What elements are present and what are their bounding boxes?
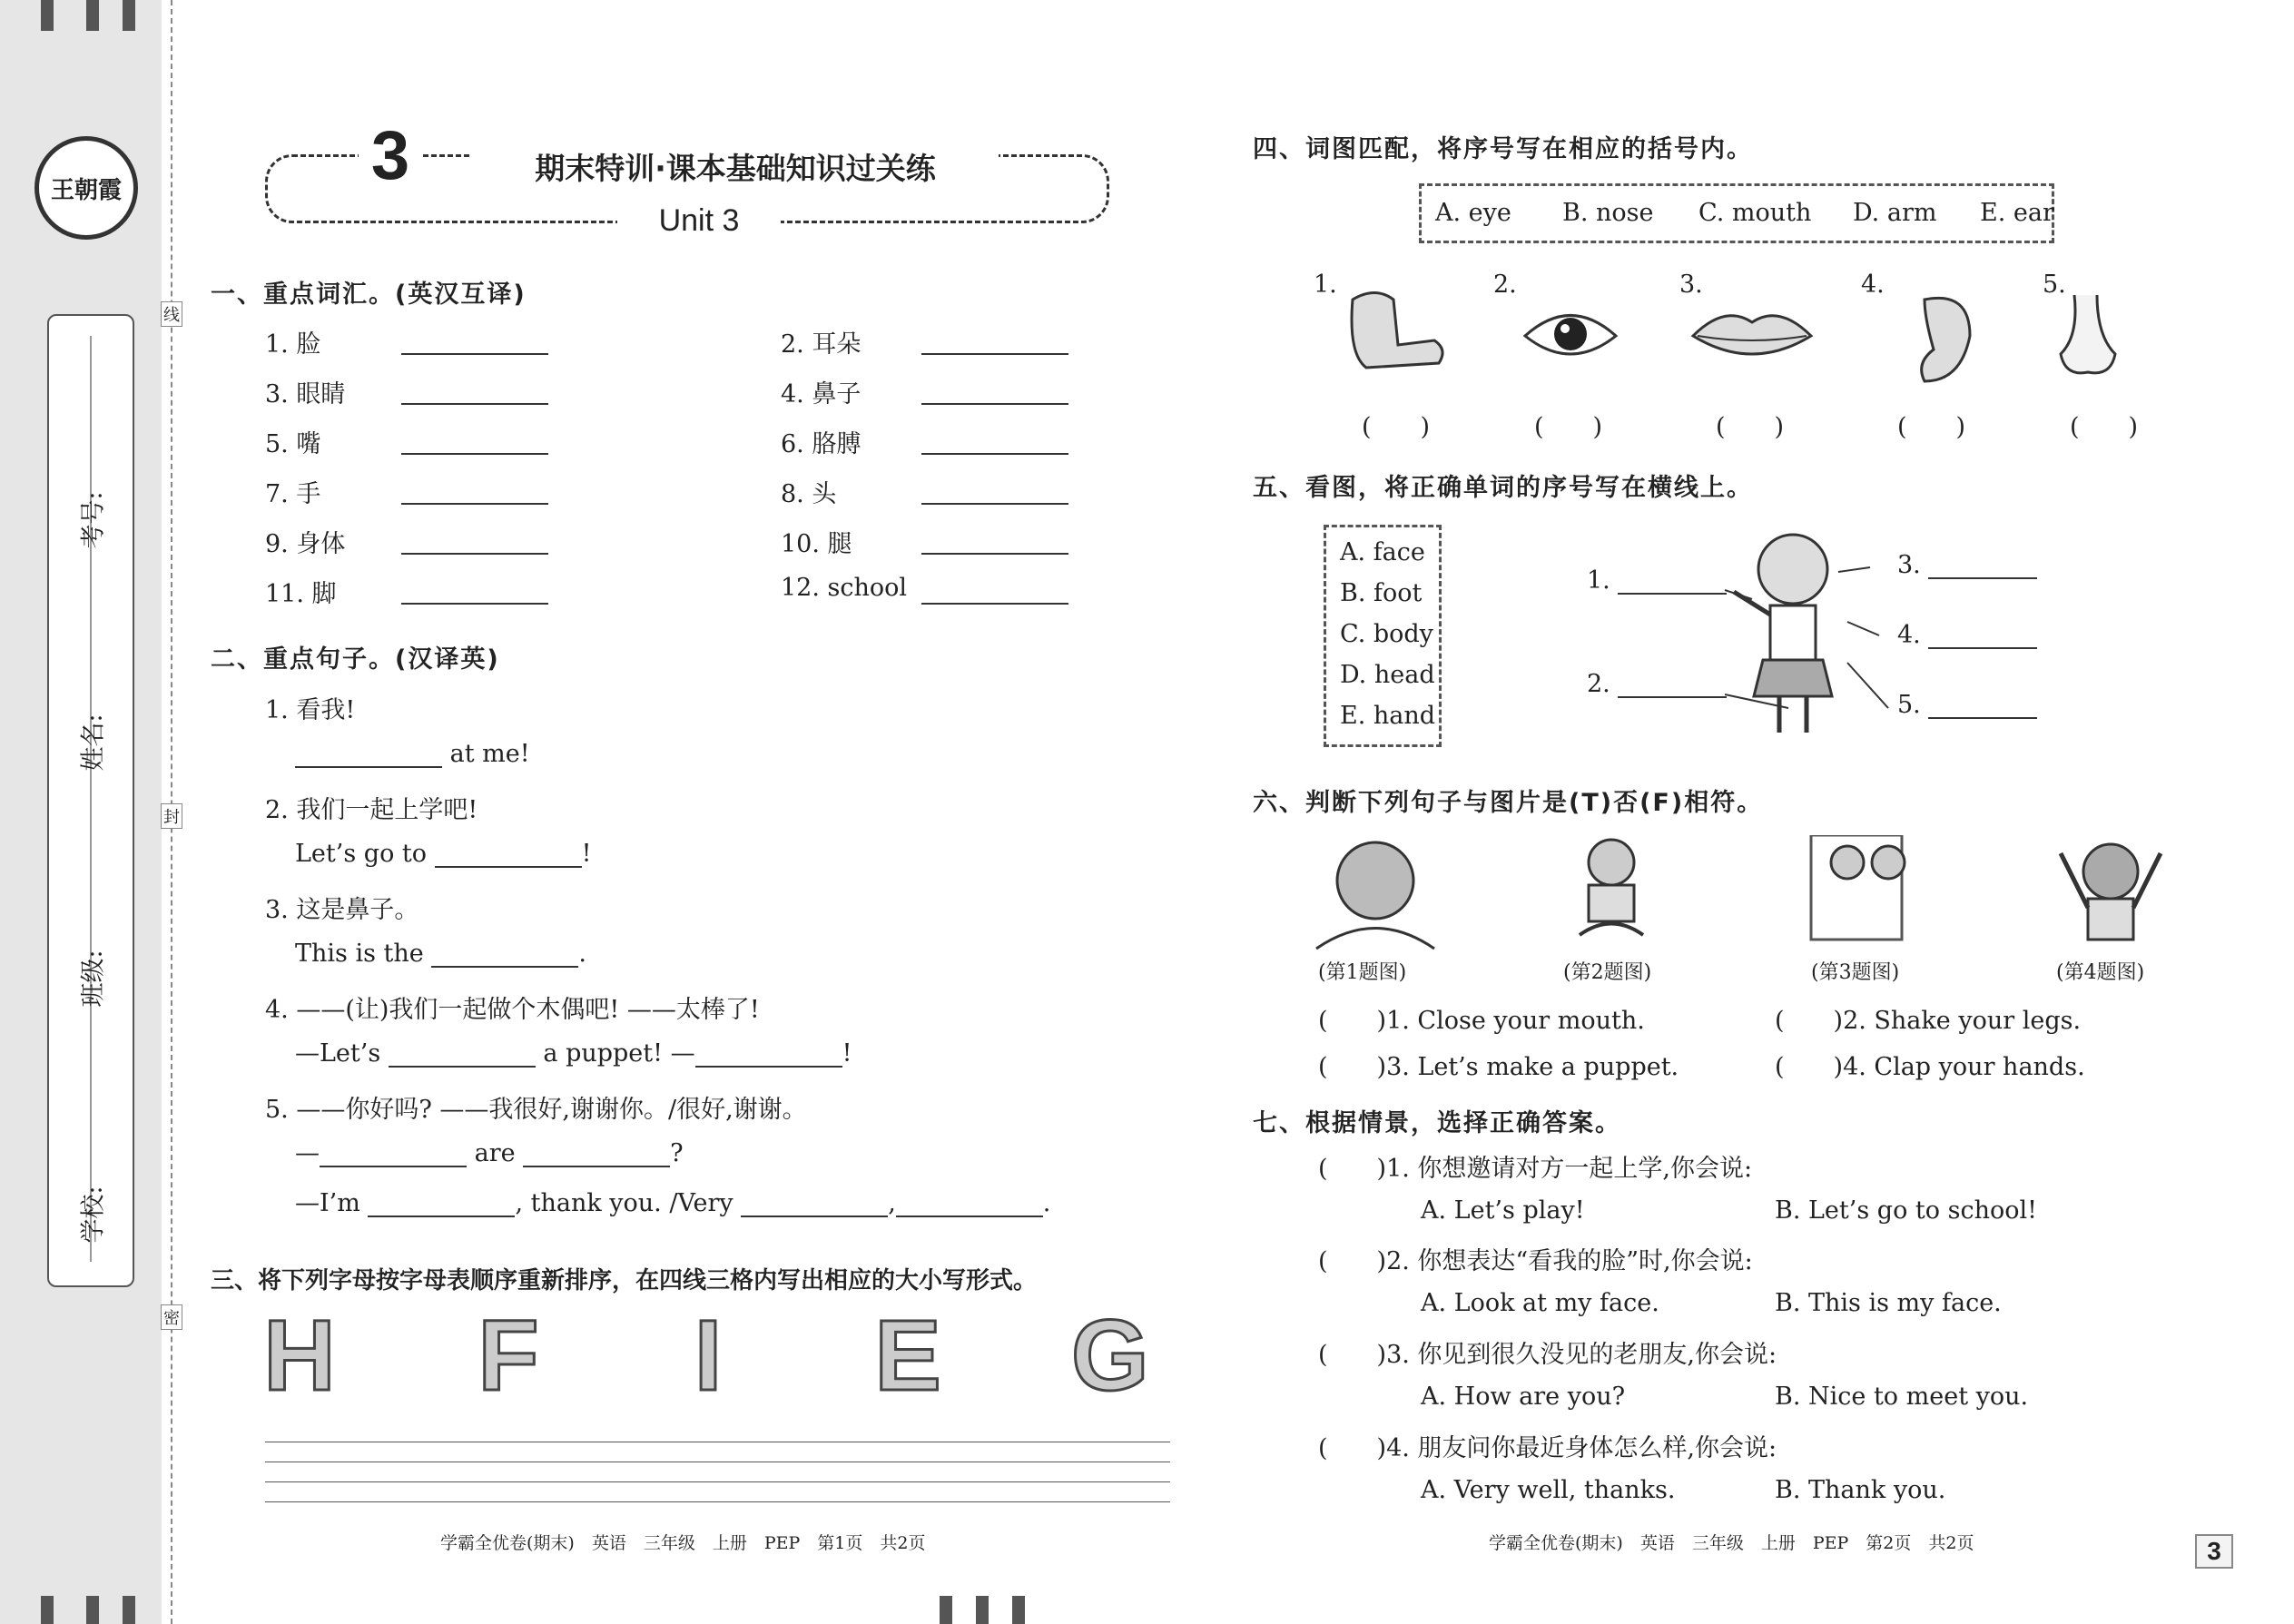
answer-blank[interactable]	[401, 353, 548, 355]
page-title: 期末特训·课本基础知识过关练	[472, 145, 999, 188]
answer-blank[interactable]	[389, 1042, 536, 1068]
judge-item[interactable]: ( )2. Shake your legs.	[1775, 1007, 2082, 1035]
question-text: —Let’s	[295, 1039, 381, 1068]
section-4-title: 四、词图匹配，将序号写在相应的括号内。	[1253, 135, 1753, 163]
answer-bracket[interactable]: ( )	[2070, 413, 2139, 441]
unit-label: Unit 3	[617, 203, 781, 239]
item-number: 2.	[1587, 670, 1610, 698]
choice-option: A. Very well, thanks.	[1421, 1476, 1676, 1504]
vocab-item: 5. 嘴	[265, 430, 321, 458]
item-number: 4.	[1861, 271, 1885, 299]
brand-logo: 王朝霞	[34, 136, 138, 240]
item-number: 5.	[2043, 271, 2066, 299]
answer-blank[interactable]	[921, 603, 1068, 605]
answer-blank[interactable]	[1618, 569, 1727, 595]
question-prompt: 1. 看我!	[265, 696, 356, 724]
item-number: 2.	[1493, 271, 1517, 299]
choice-option: B. Thank you.	[1775, 1476, 1946, 1504]
figure-caption: (第2题图)	[1563, 961, 1652, 984]
kids-puppet-picture	[1811, 835, 1905, 940]
choice-question[interactable]: ( )2. 你想表达“看我的脸”时,你会说:	[1318, 1247, 1753, 1275]
answer-blank[interactable]	[401, 603, 548, 605]
word-option: B. foot	[1340, 579, 1423, 607]
vocab-item: 6. 胳膊	[781, 430, 861, 458]
answer-blank[interactable]	[695, 1042, 842, 1068]
vocab-item: 8. 头	[781, 480, 837, 508]
four-line-grid[interactable]	[265, 1442, 1170, 1505]
judge-item[interactable]: ( )3. Let’s make a puppet.	[1318, 1053, 1679, 1081]
marker-bar	[41, 0, 54, 31]
question-text: at me!	[449, 740, 530, 768]
answer-blank[interactable]	[1928, 624, 2037, 649]
bind-mark: 线	[161, 301, 182, 327]
word-option: E. ear	[1980, 199, 2054, 227]
section-6-title: 六、判断下列句子与图片是(T)否(F)相符。	[1253, 789, 1764, 817]
question-prompt: 3. 这是鼻子。	[265, 896, 419, 924]
nose-picture	[2061, 295, 2115, 373]
word-option: D. arm	[1853, 199, 1937, 227]
judge-item[interactable]: ( )1. Close your mouth.	[1318, 1007, 1645, 1035]
exam-number-label: 考号:	[79, 491, 108, 549]
choice-question[interactable]: ( )4. 朋友问你最近身体怎么样,你会说:	[1318, 1434, 1777, 1462]
answer-blank[interactable]	[401, 453, 548, 455]
choice-question[interactable]: ( )1. 你想邀请对方一起上学,你会说:	[1318, 1155, 1753, 1183]
word-bank	[1419, 183, 2054, 243]
answer-blank[interactable]	[435, 842, 582, 868]
choice-option: A. Look at my face.	[1421, 1289, 1659, 1317]
answer-blank[interactable]	[523, 1142, 670, 1167]
word-option: C. mouth	[1698, 199, 1812, 227]
marker-bar	[123, 0, 135, 31]
letter-g-cartoon: G	[1071, 1300, 1149, 1412]
answer-bracket[interactable]: ( )	[1362, 413, 1431, 441]
man-mouth-picture	[1316, 842, 1434, 949]
choice-option: B. Nice to meet you.	[1775, 1383, 2029, 1411]
item-number: 4.	[1897, 621, 1921, 649]
vocab-item: 2. 耳朵	[781, 330, 861, 359]
question-text: —I’m	[295, 1189, 360, 1217]
vocab-item: 1. 脸	[265, 330, 321, 359]
answer-blank[interactable]	[401, 403, 548, 405]
answer-blank[interactable]	[368, 1192, 515, 1217]
bind-mark: 封	[161, 803, 182, 829]
question-text: a puppet! —	[543, 1039, 695, 1068]
answer-blank[interactable]	[401, 553, 548, 555]
vocab-item: 12. school	[781, 574, 908, 602]
vocab-item: 4. 鼻子	[781, 380, 861, 408]
eye-picture	[1525, 316, 1616, 355]
answer-blank[interactable]	[921, 403, 1068, 405]
vocab-item: 3. 眼睛	[265, 380, 346, 408]
word-option: E. hand	[1340, 702, 1436, 730]
section-3-title: 三、将下列字母按字母表顺序重新排序，在四线三格内写出相应的大小写形式。	[211, 1267, 1038, 1294]
section-5-title: 五、看图，将正确单词的序号写在横线上。	[1253, 474, 1753, 502]
vocab-item: 9. 身体	[265, 530, 346, 558]
answer-blank[interactable]	[741, 1192, 888, 1217]
bind-mark: 密	[161, 1304, 182, 1330]
footer-right: 学霸全优卷(期末) 英语 三年级 上册 PEP 第2页 共2页	[1489, 1533, 1974, 1553]
body-part-pictures	[1344, 281, 2206, 390]
vocab-item: 7. 手	[265, 480, 321, 508]
marker-bar	[976, 1596, 989, 1624]
item-number: 3.	[1897, 551, 1921, 579]
answer-blank[interactable]	[401, 503, 548, 505]
word-option: C. body	[1340, 620, 1433, 648]
footer-left: 学霸全优卷(期末) 英语 三年级 上册 PEP 第1页 共2页	[440, 1533, 926, 1553]
word-bank	[1324, 525, 1442, 747]
class-label: 班级:	[79, 950, 108, 1008]
item-number: 1.	[1587, 566, 1610, 595]
answer-blank[interactable]	[295, 743, 442, 768]
question-text: !	[581, 840, 592, 868]
question-text: ?	[670, 1139, 684, 1167]
word-option: A. eye	[1435, 199, 1511, 227]
letter-f-cartoon: F	[478, 1300, 539, 1412]
answer-blank[interactable]	[896, 1192, 1043, 1217]
letter-cartoons	[263, 1298, 1171, 1425]
letter-e-cartoon: E	[874, 1300, 941, 1412]
mouth-picture	[1693, 316, 1811, 354]
marker-bar	[86, 0, 99, 31]
school-label: 学校:	[79, 1186, 108, 1244]
marker-bar	[1012, 1596, 1025, 1624]
word-option: D. head	[1340, 661, 1435, 689]
item-number: 3.	[1679, 271, 1703, 299]
vocab-item: 10. 腿	[781, 530, 852, 558]
marker-bar	[940, 1596, 952, 1624]
arm-picture	[1352, 293, 1442, 369]
item-number: 1.	[1314, 271, 1337, 299]
question-prompt: 4. ——(让)我们一起做个木偶吧! ——太棒了!	[265, 996, 760, 1024]
answer-blank[interactable]	[1618, 673, 1727, 698]
answer-bracket[interactable]: ( )	[1897, 413, 1966, 441]
question-prompt: 5. ——你好吗? ——我很好,谢谢你。/很好,谢谢。	[265, 1096, 807, 1124]
marker-bar	[41, 1596, 54, 1624]
marker-bar	[86, 1596, 99, 1624]
figure-caption: (第1题图)	[1318, 961, 1407, 984]
answer-blank[interactable]	[921, 553, 1068, 555]
answer-blank[interactable]	[1928, 694, 2037, 719]
question-text: .	[578, 940, 586, 968]
choice-question[interactable]: ( )3. 你见到很久没见的老朋友,你会说:	[1318, 1341, 1777, 1369]
letter-i-cartoon: I	[694, 1300, 723, 1412]
ear-picture	[1922, 298, 1970, 381]
figure-caption: (第4题图)	[2056, 961, 2145, 984]
choice-option: A. How are you?	[1421, 1383, 1626, 1411]
section-7-title: 七、根据情景，选择正确答案。	[1253, 1109, 1621, 1137]
fill-line	[90, 336, 92, 1262]
word-option: A. face	[1340, 538, 1425, 566]
answer-blank[interactable]	[921, 503, 1068, 505]
question-text: !	[842, 1039, 852, 1068]
figure-caption: (第3题图)	[1811, 961, 1900, 984]
marker-bar	[123, 1596, 135, 1624]
question-text: ,	[888, 1189, 896, 1217]
name-label: 姓名:	[79, 714, 108, 772]
question-text: are	[474, 1139, 516, 1167]
question-text: —	[295, 1139, 320, 1167]
choice-option: B. This is my face.	[1775, 1289, 2002, 1317]
page-number: 3	[2195, 1534, 2233, 1569]
question-text: Let’s go to	[295, 840, 428, 868]
boy-legs-picture	[1580, 840, 1643, 935]
choice-option: B. Let’s go to school!	[1775, 1196, 2037, 1225]
answer-blank[interactable]	[1928, 554, 2037, 579]
choice-option: A. Let’s play!	[1421, 1196, 1585, 1225]
item-number: 5.	[1897, 691, 1921, 719]
question-text: This is the	[295, 940, 424, 968]
unit-number: 3	[359, 120, 422, 192]
letter-h-cartoon: H	[263, 1300, 336, 1412]
vocab-item: 11. 脚	[265, 580, 337, 608]
answer-bracket[interactable]: ( )	[1716, 413, 1785, 441]
question-text: , thank you. /Very	[515, 1189, 733, 1217]
question-text: .	[1042, 1189, 1051, 1217]
answer-blank[interactable]	[921, 353, 1068, 355]
answer-bracket[interactable]: ( )	[1534, 413, 1603, 441]
answer-blank[interactable]	[320, 1142, 467, 1167]
section-1-title: 一、重点词汇。(英汉互译)	[211, 281, 527, 309]
question-prompt: 2. 我们一起上学吧!	[265, 796, 478, 824]
girl-clap-picture	[2061, 844, 2161, 940]
judge-item[interactable]: ( )4. Clap your hands.	[1775, 1053, 2085, 1081]
section-2-title: 二、重点句子。(汉译英)	[211, 645, 500, 674]
word-option: B. nose	[1562, 199, 1654, 227]
scene-pictures	[1307, 835, 2215, 953]
answer-blank[interactable]	[921, 453, 1068, 455]
answer-blank[interactable]	[431, 942, 578, 968]
